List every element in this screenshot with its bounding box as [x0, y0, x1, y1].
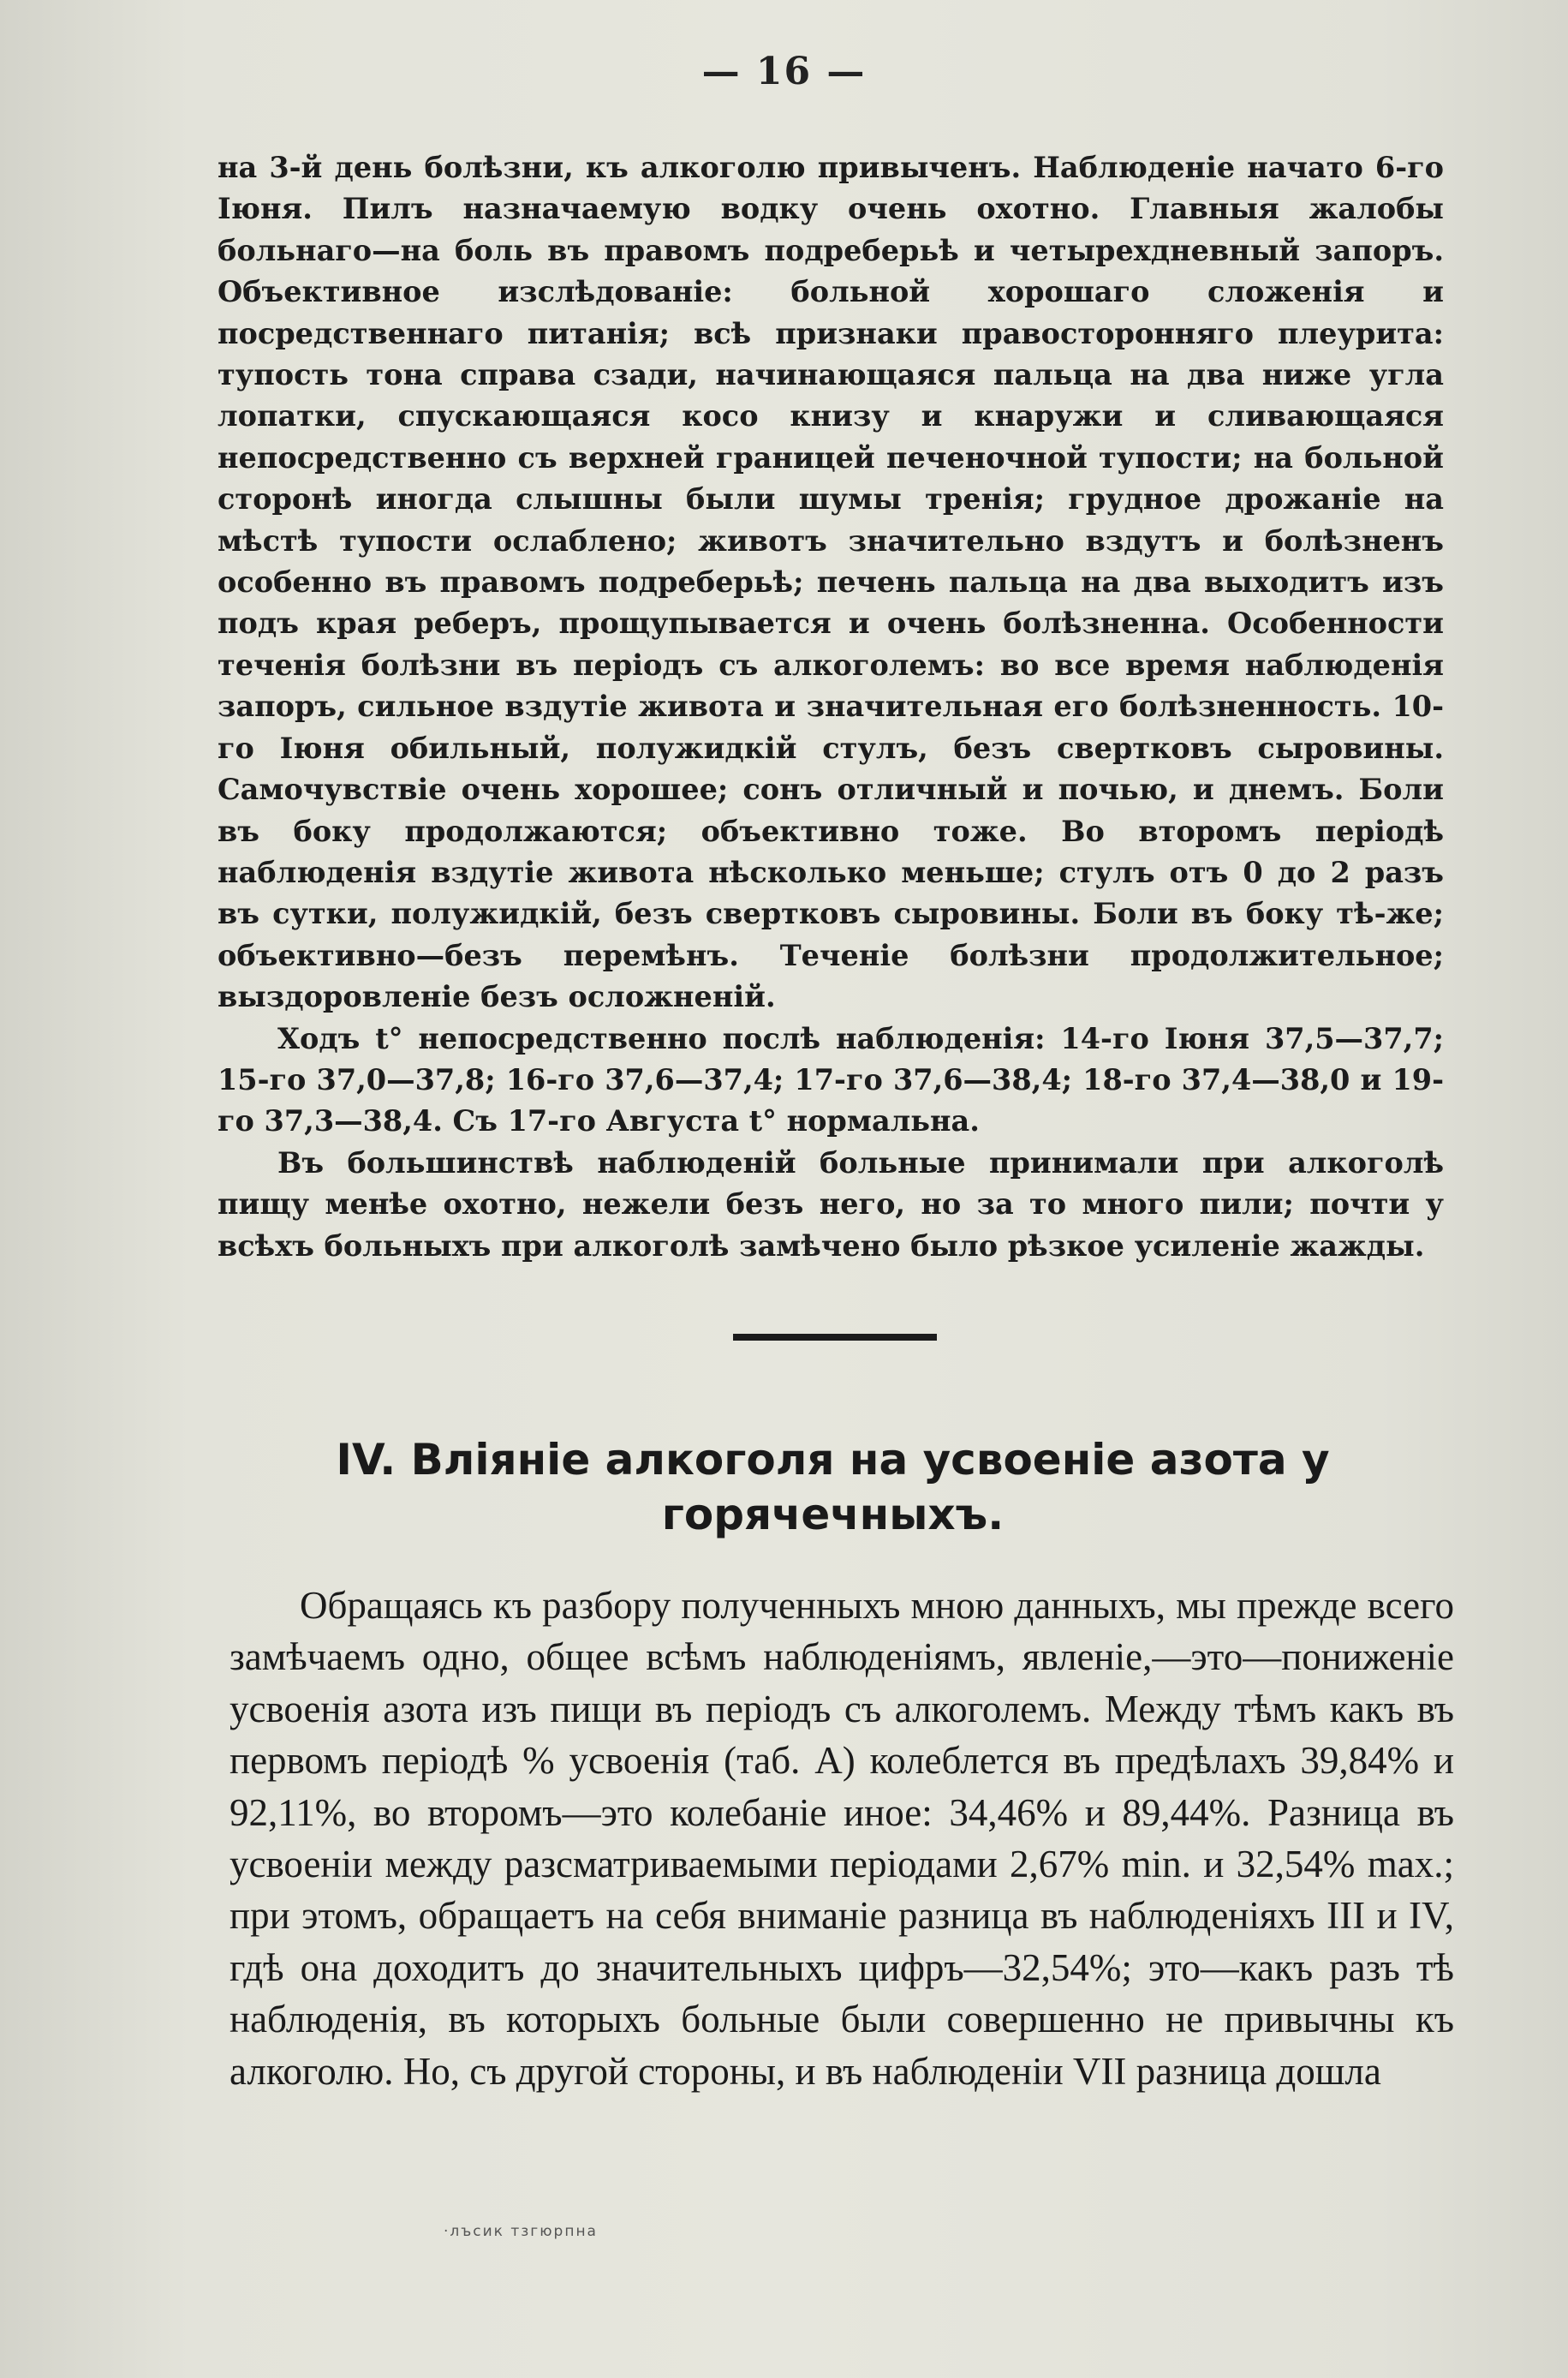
- page-number: — 16 —: [701, 50, 867, 93]
- case-report-paragraph-2: Ходъ t° непосредственно послѣ наблюденія: 14-го Іюня 37,5—37,7; 15-го 37,0—37,8; 16-го 37,6—37,4; 17-го 37,6—38,4; 18-го 37,4—38,0 и 19-го 37,3—38,4. Съ 17-го Августа t° нормальна.: [218, 1021, 1444, 1138]
- case-report-text: [218, 147, 1444, 1267]
- section-heading: IV. Вліяніе алкоголя на усвоеніе азота у горячечныхъ.: [336, 1435, 1330, 1539]
- section-body-text: [230, 1580, 1454, 2097]
- case-report-paragraph-3: Въ большинствѣ наблюденій больные принимали при алкоголѣ пищу менѣе охотно, нежели безъ него, но за то много пили; почти у всѣхъ больныхъ при алкоголѣ замѣчено было рѣзкое усиленіе жажды.: [218, 1145, 1444, 1263]
- section-body-paragraph: Обращаясь къ разбору полученныхъ мною данныхъ, мы прежде всего замѣчаемъ одно, общее всѣмъ наблюденіямъ, явленіе,—это—пониженіе усвоенія азота изъ пищи въ періодъ съ алкоголемъ. Между тѣмъ какъ въ первомъ періодѣ % усвоенія (таб. А) колеблется въ предѣлахъ 39,84% и 92,11%, во второмъ—это колебаніе иное: 34,46% и 89,44%. Разница въ усвоеніи между разсматриваемыми періодами 2,67% min. и 32,54% max.; при этомъ, обращаетъ на себя вниманіе разница въ наблюденіяхъ III и IV, гдѣ она доходитъ до значительныхъ цифръ—32,54%; это—какъ разъ тѣ наблюденія, въ которыхъ больные были совершенно не привычны къ алкоголю. Но, съ другой стороны, и въ наблюденіи VII разница дошла: [230, 1584, 1454, 2093]
- library-stamp: ·лъсик тзгюрпна: [444, 2223, 598, 2240]
- section-divider: [733, 1334, 937, 1341]
- case-report-paragraph-1: на 3-й день болѣзни, къ алкоголю привыченъ. Наблюденіе начато 6-го Іюня. Пилъ назначаемую водку очень охотно. Главныя жалобы больнаго—на боль въ правомъ подреберьѣ и четырехдневный запоръ. Объективное изслѣдованіе: больной хорошаго сложенія и посредственнаго питанія; всѣ признаки правосторонняго плеурита: тупость тона справа сзади, начинающаяся пальца на два ниже угла лопатки, спускающаяся косо книзу и кнаружи и сливающаяся непосредственно съ верхней границей печеночной тупости; на больной сторонѣ иногда слышны были шумы тренія; грудное дрожаніе на мѣстѣ тупости ослаблено; животъ значительно вздутъ и болѣзненъ особенно въ правомъ подреберьѣ; печень пальца на два выходитъ изъ подъ края реберъ, прощупывается и очень болѣзненна. Особенности теченія болѣзни въ періодъ съ алкоголемъ: во все время наблюденія запоръ, сильное вздутіе живота и значительная его болѣзненность. 10-го Іюня обильный, полужидкій стулъ, безъ свертковъ сыровины. Самочувствіе очень хорошее; сонъ отличный и почью, и днемъ. Боли въ боку продолжаются; объективно тоже. Во второмъ періодѣ наблюденія вздутіе живота нѣсколько меньше; стулъ отъ 0 до 2 разъ въ сутки, полужидкій, безъ свертковъ сыровины. Боли въ боку тѣ-же; объективно—безъ перемѣнъ. Теченіе болѣзни продолжительное; выздоровленіе безъ осложненій.: [218, 151, 1444, 1014]
